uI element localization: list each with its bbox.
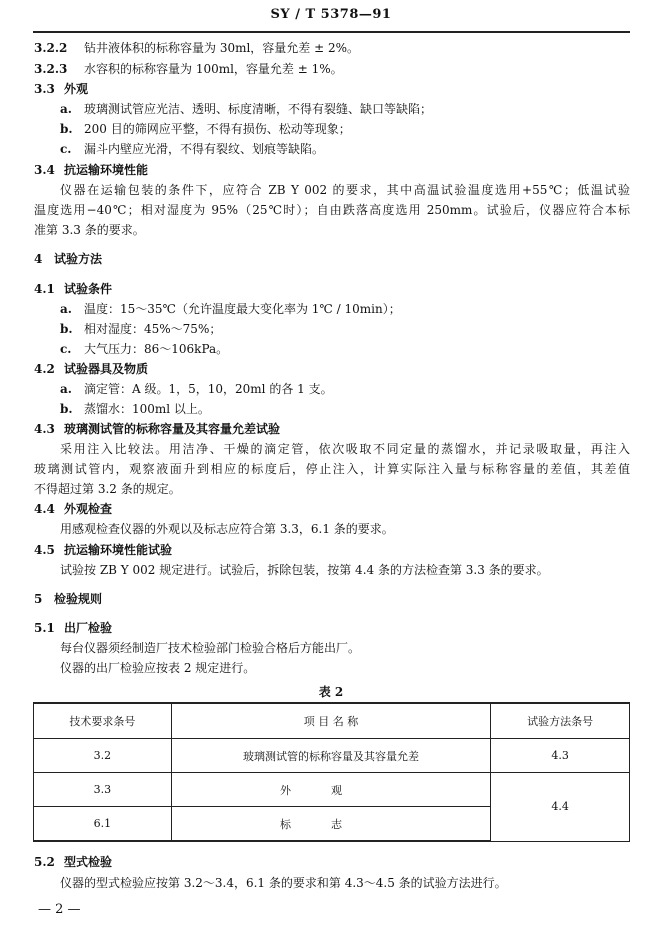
paragraph-line: 玻璃测试管内，观察液面升到相应的标度后，停止注入，计算实际注入量与标称容量的差值，其差值 — [34, 462, 630, 476]
section-title: 型式检验 — [64, 855, 113, 869]
paragraph-line: 不得超过第 3.2 条的规定。 — [34, 482, 181, 496]
chapter-title: 检验规则 — [54, 592, 103, 606]
inspection-table — [33, 702, 630, 842]
section-title: 出厂检验 — [64, 621, 113, 635]
paragraph: 仪器的出厂检验应按表 2 规定进行。 — [60, 661, 256, 675]
section-number: 3.4 — [34, 163, 55, 177]
section-title: 试验器具及物质 — [64, 362, 149, 376]
standard-code-header: SY / T 5378—91 — [270, 7, 392, 22]
item-label: a. — [60, 382, 72, 396]
item-text: 蒸馏水：100ml 以上。 — [84, 402, 210, 416]
clause-text: 水容积的标称容量为 100ml，容量允差 ± 1%。 — [84, 62, 343, 76]
paragraph-line: 准第 3.3 条的要求。 — [34, 223, 145, 237]
item-label: a. — [60, 302, 72, 316]
item-label: c. — [60, 142, 72, 156]
header-item-name: 项 目 名 称 — [171, 703, 490, 739]
section-number: 3.3 — [34, 82, 55, 96]
paragraph: 用感观检查仪器的外观以及标志应符合第 3.3，6.1 条的要求。 — [60, 522, 394, 536]
item-text: 大气压力：86～106kPa。 — [84, 342, 229, 356]
item-text: 漏斗内壁应光滑，不得有裂纹、划痕等缺陷。 — [84, 142, 325, 156]
cell-clause: 3.3 — [34, 773, 172, 807]
section-number: 4.3 — [34, 422, 55, 436]
header-method: 试验方法条号 — [491, 703, 630, 739]
clause-text: 钻井液体积的标称容量为 30ml，容量允差 ± 2%。 — [84, 41, 360, 55]
section-title: 抗运输环境性能试验 — [64, 543, 173, 557]
section-number: 4.1 — [34, 282, 55, 296]
paragraph-line: 采用注入比较法。用洁净、干燥的滴定管，依次吸取不同定量的蒸馏水，并记录吸取量，再注入 — [60, 442, 630, 456]
paragraph-line: 温度选用−40℃；相对湿度为 95%（25℃时）；自由跌落高度选用 250mm。试验后，仪器应符合本标 — [34, 203, 630, 217]
table-title: 表 2 — [318, 685, 344, 699]
section-title: 外观检查 — [64, 502, 113, 516]
paragraph-line: 仪器在运输包装的条件下，应符合 ZB Y 002 的要求，其中高温试验温度选用+55℃；低温试验 — [60, 183, 630, 197]
cell-item: 标志 — [171, 807, 490, 842]
item-label: b. — [60, 322, 73, 336]
section-number: 4.4 — [34, 502, 55, 516]
item-label: b. — [60, 402, 73, 416]
clause-number: 3.2.3 — [34, 62, 68, 76]
header-rule — [33, 31, 630, 33]
page-number: — 2 — — [38, 902, 81, 917]
paragraph: 仪器的型式检验应按第 3.2～3.4，6.1 条的要求和第 4.3～4.5 条的试验方法进行。 — [60, 876, 507, 890]
table-header-row — [34, 703, 630, 739]
section-number: 4.2 — [34, 362, 55, 376]
item-label: a. — [60, 102, 72, 116]
section-number: 5.2 — [34, 855, 55, 869]
chapter-title: 试验方法 — [54, 252, 103, 266]
cell-method: 4.3 — [491, 739, 630, 773]
item-text: 200 目的筛网应平整，不得有损伤、松动等现象； — [84, 122, 351, 136]
header-clause: 技术要求条号 — [34, 703, 172, 739]
cell-clause: 3.2 — [34, 739, 172, 773]
section-title: 外观 — [64, 82, 89, 96]
item-label: c. — [60, 342, 72, 356]
item-text: 滴定管：A 级。1，5，10，20ml 的各 1 支。 — [84, 382, 333, 396]
item-text: 温度：15～35℃（允许温度最大变化率为 1℃ / 10min）； — [84, 302, 401, 316]
clause-number: 3.2.2 — [34, 41, 68, 55]
chapter-number: 4 — [34, 252, 43, 266]
chapter-number: 5 — [34, 592, 43, 606]
table-row — [34, 773, 630, 807]
cell-clause: 6.1 — [34, 807, 172, 842]
table-row — [34, 739, 630, 773]
section-title: 试验条件 — [64, 282, 113, 296]
item-text: 相对湿度：45%～75%； — [84, 322, 222, 336]
paragraph: 试验按 ZB Y 002 规定进行。试验后，拆除包装，按第 4.4 条的方法检查第 3.3 条的要求。 — [60, 563, 549, 577]
section-number: 4.5 — [34, 543, 55, 557]
paragraph: 每台仪器须经制造厂技术检验部门检验合格后方能出厂。 — [60, 641, 361, 655]
item-text: 玻璃测试管应光洁、透明、标度清晰，不得有裂缝、缺口等缺陷； — [84, 102, 433, 116]
cell-item: 外观 — [171, 773, 490, 807]
section-number: 5.1 — [34, 621, 55, 635]
item-label: b. — [60, 122, 73, 136]
cell-item: 玻璃测试管的标称容量及其容量允差 — [171, 739, 490, 773]
section-title: 玻璃测试管的标称容量及其容量允差试验 — [64, 422, 281, 436]
section-title: 抗运输环境性能 — [64, 163, 149, 177]
cell-method: 4.4 — [491, 773, 630, 842]
